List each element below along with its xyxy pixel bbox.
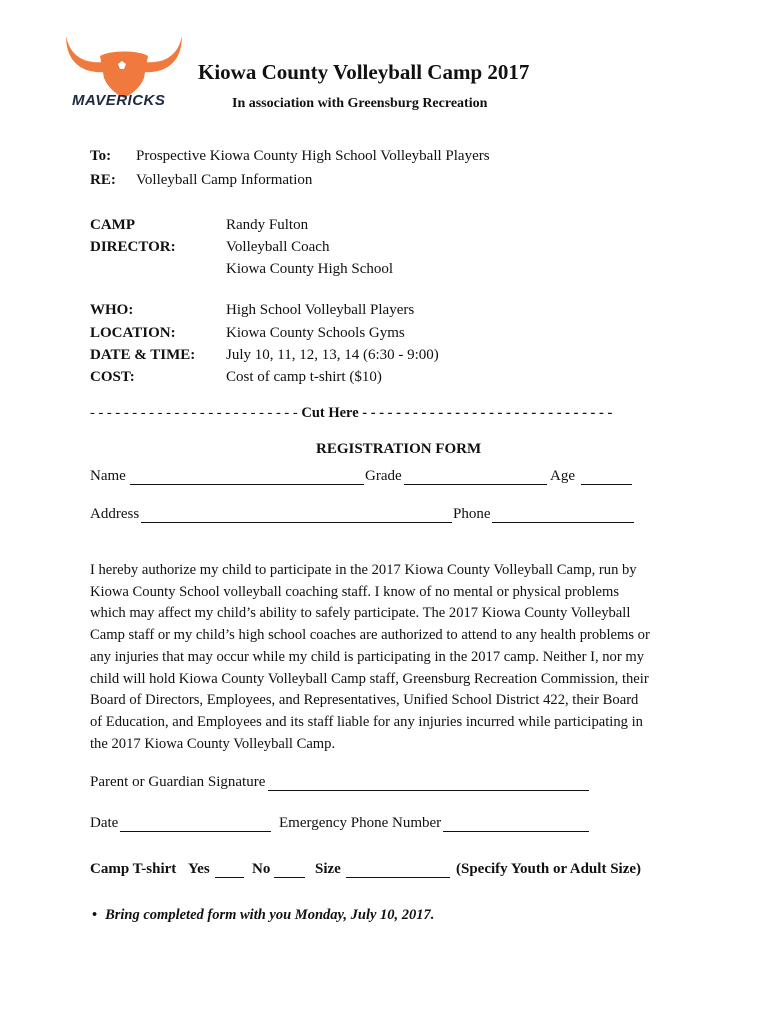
director-label: DIRECTOR:	[90, 239, 176, 255]
authorization-line: Board of Directors, Employees, and Representatives, Unified School District 422, their Board	[90, 692, 639, 709]
to-value: Prospective Kiowa County High School Volleyball Players	[136, 148, 490, 164]
date-label: Date	[90, 815, 119, 831]
director-title: Volleyball Coach	[226, 239, 330, 255]
director-school: Kiowa County High School	[226, 261, 394, 277]
camp-label: CAMP	[90, 217, 135, 233]
tshirt-label: Camp T-shirt	[90, 861, 177, 877]
to-label: To:	[90, 148, 112, 164]
emergency-phone-label: Emergency Phone Number	[279, 815, 442, 831]
re-value: Volleyball Camp Information	[136, 172, 313, 188]
tshirt-yes-field[interactable]	[215, 877, 244, 878]
tshirt-no-field[interactable]	[274, 877, 305, 878]
location-label: LOCATION:	[90, 325, 176, 341]
cut-here-label: Cut Here	[301, 405, 359, 421]
authorization-line: child will hold Kiowa County Volleyball Camp staff, Greensburg Recreation Commission, their	[90, 670, 649, 687]
cut-dashes-left: - - - - - - - - - - - - - - - - - - - - - - - - -	[90, 405, 298, 421]
date-field[interactable]	[120, 831, 271, 832]
bring-form-text: Bring completed form with you Monday, July 10, 2017.	[105, 907, 435, 923]
logo-text: MAVERICKS	[72, 92, 166, 109]
name-field[interactable]	[130, 484, 364, 485]
phone-label: Phone	[453, 506, 491, 522]
bullet-icon: •	[92, 907, 98, 923]
grade-field[interactable]	[404, 484, 547, 485]
location-value: Kiowa County Schools Gyms	[226, 325, 405, 341]
name-label: Name	[90, 468, 126, 484]
date-time-label: DATE & TIME:	[90, 347, 196, 363]
cut-line	[90, 405, 612, 422]
re-label: RE:	[90, 172, 116, 188]
authorization-line: any injuries that may occur while my child is participating in the 2017 camp. Neither I, nor my	[90, 648, 645, 665]
tshirt-size-field[interactable]	[346, 877, 450, 878]
tshirt-yes-label: Yes	[188, 861, 210, 877]
who-value: High School Volleyball Players	[226, 302, 415, 318]
authorization-paragraph	[90, 560, 680, 755]
page-title: Kiowa County Volleyball Camp 2017	[198, 60, 530, 84]
date-time-value: July 10, 11, 12, 13, 14 (6:30 - 9:00)	[226, 347, 439, 363]
page-subtitle: In association with Greensburg Recreation	[232, 96, 488, 111]
address-field[interactable]	[141, 522, 452, 523]
tshirt-size-note: (Specify Youth or Adult Size)	[456, 861, 642, 877]
authorization-line: Kiowa County School volleyball coaching staff. I know of no mental or physical problems	[90, 583, 620, 600]
who-label: WHO:	[90, 302, 134, 318]
director-name: Randy Fulton	[226, 217, 309, 233]
authorization-line: which may affect my child’s ability to safely participate. The 2017 Kiowa County Volleyball	[90, 605, 631, 622]
tshirt-no-label: No	[252, 861, 271, 877]
authorization-line: I hereby authorize my child to participate in the 2017 Kiowa County Volleyball Camp, run by	[90, 562, 637, 578]
cost-value: Cost of camp t-shirt ($10)	[226, 369, 382, 385]
authorization-line: Camp staff or my child’s high school coaches are authorized to attend to any health problems or	[90, 627, 650, 644]
tshirt-size-label: Size	[315, 861, 341, 877]
signature-field[interactable]	[268, 790, 589, 791]
age-field[interactable]	[581, 484, 632, 485]
registration-form-title: REGISTRATION FORM	[316, 441, 482, 457]
cost-label: COST:	[90, 369, 135, 385]
authorization-line: of Education, and Employees and its staff liable for any injuries incurred while participating in	[90, 713, 643, 730]
cut-dashes-right: - - - - - - - - - - - - - - - - - - - - - - - - - - - - - -	[362, 405, 613, 421]
address-label: Address	[90, 506, 140, 522]
phone-field[interactable]	[492, 522, 634, 523]
age-label: Age	[550, 468, 575, 484]
bring-form-note	[92, 907, 434, 924]
emergency-phone-field[interactable]	[443, 831, 589, 832]
signature-label: Parent or Guardian Signature	[90, 774, 266, 790]
authorization-line: the 2017 Kiowa County Volleyball Camp.	[90, 735, 336, 752]
grade-label: Grade	[365, 468, 402, 484]
